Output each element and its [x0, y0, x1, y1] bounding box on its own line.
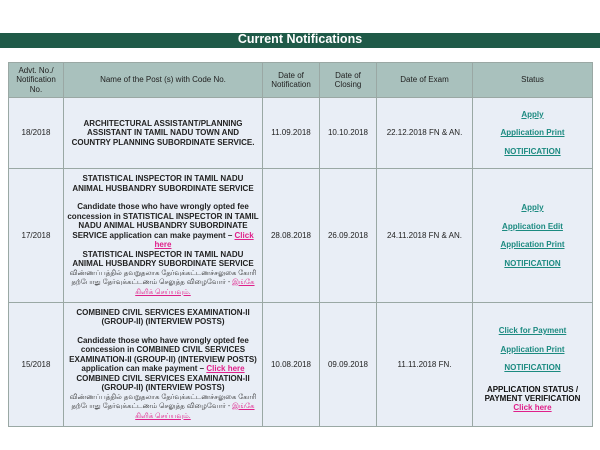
post-title: STATISTICAL INSPECTOR IN TAMIL NADU ANIMAL HUSBANDRY SUBORDINATE SERVICE: [72, 174, 254, 193]
exam-date-cell: 11.11.2018 FN.: [377, 303, 473, 427]
tamil-note: [67, 269, 259, 298]
post-name-cell: [64, 98, 263, 169]
status-cell: [473, 169, 593, 303]
post-title-repeat: STATISTICAL INSPECTOR IN TAMIL NADU ANIMAL HUSBANDRY SUBORDINATE SERVICE: [72, 249, 254, 268]
application-print-link[interactable]: Application Print: [500, 344, 565, 354]
table-header-row: [9, 63, 593, 98]
table-row: [9, 169, 593, 303]
apply-link[interactable]: Apply: [521, 203, 544, 212]
header-exam-date: Date of Exam: [377, 63, 473, 98]
click-for-payment-link[interactable]: Click for Payment: [498, 326, 567, 335]
exam-date-cell: 22.12.2018 FN & AN.: [377, 98, 473, 169]
notifications-table: [8, 62, 593, 427]
fee-concession-note: [67, 202, 259, 250]
fee-concession-note: [67, 336, 259, 374]
header-post-name: Name of the Post (s) with Code No.: [64, 63, 263, 98]
click-here-link[interactable]: Click here: [154, 230, 254, 249]
table-row: [9, 303, 593, 427]
post-title: ARCHITECTURAL ASSISTANT/PLANNING ASSISTANT IN TAMIL NADU TOWN AND COUNTRY PLANNING SUBORDINATE SERVICE.: [71, 118, 255, 147]
post-title-repeat: COMBINED CIVIL SERVICES EXAMINATION-II (GROUP-II) (INTERVIEW POSTS): [76, 373, 250, 393]
application-edit-link[interactable]: Application Edit: [502, 221, 563, 231]
closing-date-cell: 10.10.2018: [320, 98, 377, 169]
status-cell: [473, 98, 593, 169]
status-click-here-link[interactable]: Click here: [513, 402, 552, 412]
closing-date-cell: 09.09.2018: [320, 303, 377, 427]
header-notification-date: Date of Notification: [263, 63, 320, 98]
application-status-label: APPLICATION STATUS / PAYMENT VERIFICATION: [484, 384, 581, 403]
advt-no-cell: 15/2018: [9, 303, 64, 427]
table-row: [9, 98, 593, 169]
tamil-note: [67, 393, 259, 422]
closing-date-cell: 26.09.2018: [320, 169, 377, 303]
notification-date-cell: 28.08.2018: [263, 169, 320, 303]
exam-date-cell: 24.11.2018 FN & AN.: [377, 169, 473, 303]
fee-concession-text: Candidate those who have wrongly opted fee concession in STATISTICAL INSPECTOR IN TAMIL NADU ANIMAL HUSBANDRY SUBORDINATE SERVICE application can make payment –: [67, 202, 259, 240]
post-name-cell: [64, 303, 263, 427]
tamil-click-link[interactable]: இங்கே கிளிக் செய்யவும்.: [135, 403, 255, 420]
status-cell: [473, 303, 593, 427]
header-status: Status: [473, 63, 593, 98]
notification-link[interactable]: NOTIFICATION: [504, 258, 561, 268]
tamil-text: விண்ணப்பத்தில் தவறுதலாக தேர்வுக்கட்டணச்சலுகை கோரி தற்போது தேர்வுக்கட்டணம் செலுத்த விழைவோர் -: [69, 393, 257, 411]
tamil-click-link[interactable]: இங்கே கிளிக் செய்யவும்.: [135, 279, 255, 296]
header-closing-date: Date of Closing: [320, 63, 377, 98]
click-here-link[interactable]: Click here: [206, 364, 245, 374]
notification-date-cell: 10.08.2018: [263, 303, 320, 427]
notification-link[interactable]: NOTIFICATION: [504, 363, 561, 372]
page-title: Current Notifications: [237, 32, 363, 46]
notification-date-cell: 11.09.2018: [263, 98, 320, 169]
apply-link[interactable]: Apply: [521, 109, 544, 119]
post-title: COMBINED CIVIL SERVICES EXAMINATION-II (GROUP-II) (INTERVIEW POSTS): [76, 307, 250, 327]
post-name-cell: [64, 169, 263, 303]
tamil-text: விண்ணப்பத்தில் தவறுதலாக தேர்வுக்கட்டணச்சலுகை கோரி தற்போது தேர்வுக்கட்டணம் செலுத்த விழைவோர் -: [69, 269, 257, 286]
fee-concession-text: Candidate those who have wrongly opted fee concession in COMBINED CIVIL SERVICES EXAMINATION-II (GROUP-II) (INTERVIEW POSTS) application can make payment –: [69, 335, 257, 374]
application-print-link[interactable]: Application Print: [500, 128, 565, 138]
notification-link[interactable]: NOTIFICATION: [504, 146, 561, 156]
advt-no-cell: 17/2018: [9, 169, 64, 303]
header-advt-no: Advt. No./ Notification No.: [9, 63, 64, 98]
advt-no-cell: 18/2018: [9, 98, 64, 169]
application-print-link[interactable]: Application Print: [500, 240, 565, 249]
